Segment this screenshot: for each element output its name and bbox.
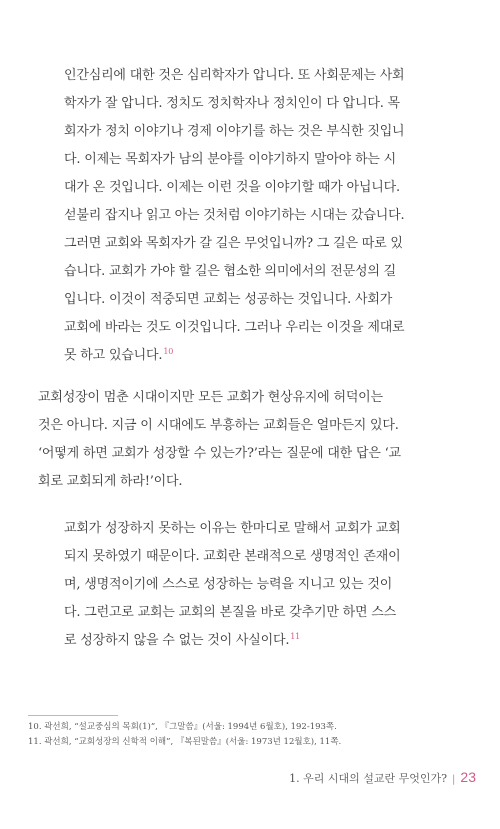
footnote-10: 10. 곽선희, “설교중심의 목회(1)”, 『그말씀』(서울: 1994년 6월호), 192-193쪽. — [28, 722, 337, 732]
block-quote-2 — [64, 515, 400, 655]
footnote-ref-10: 10 — [163, 346, 174, 356]
block-quote-1 — [64, 62, 404, 370]
body-line: ‘어떻게 하면 교회가 성장할 수 있는가?’라는 질문에 대한 답은 ‘교 — [38, 446, 401, 461]
quote-1-line: 섣불리 잡지나 읽고 아는 것처럼 이야기하는 시대는 갔습니다. — [64, 208, 405, 223]
quote-2-last-text: 로 성장하지 않을 수 없는 것이 사실이다. — [64, 633, 290, 648]
quote-2-line: 다. 그런고로 교회는 교회의 본질을 바로 갖추기만 하면 스스 — [64, 605, 396, 620]
body-line: 것은 아니다. 지금 이 시대에도 부흥하는 교회들은 얼마든지 있다. — [38, 418, 399, 433]
running-footer — [289, 769, 476, 786]
footnote-11: 11. 곽선희, “교회성장의 신학적 이해”, 『복된말씀』(서울: 1973년 12월호), 11쪽. — [28, 737, 342, 747]
quote-1-line: 교회에 바라는 것도 이것입니다. 그러나 우리는 이것을 제대로 — [64, 320, 405, 335]
footnote-ref-11: 11 — [290, 631, 301, 641]
quote-1-line: 다. 이제는 목회자가 남의 분야를 이야기하지 말아야 하는 시 — [64, 152, 396, 167]
quote-1-line: 학자가 잘 압니다. 정치도 정치학자나 정치인이 다 압니다. 목 — [64, 96, 400, 111]
footnotes — [28, 720, 341, 750]
quote-1-line: 인간심리에 대한 것은 심리학자가 압니다. 또 사회문제는 사회 — [64, 68, 405, 83]
quote-1-line: 입니다. 이것이 적중되면 교회는 성공하는 것입니다. 사회가 — [64, 292, 393, 307]
page-number: 23 — [460, 769, 476, 785]
quote-1-line: 그러면 교회와 목회자가 갈 길은 무엇입니까? 그 길은 따로 있 — [64, 236, 403, 251]
quote-1-line — [64, 342, 404, 370]
quote-1-line: 대가 온 것입니다. 이제는 이런 것을 이야기할 때가 아닙니다. — [64, 180, 400, 195]
quote-2-line — [64, 627, 400, 655]
quote-2-line: 교회가 성장하지 못하는 이유는 한마디로 말해서 교회가 교회 — [64, 521, 401, 536]
body-paragraph — [38, 384, 401, 496]
footer-separator: | — [452, 774, 456, 785]
quote-2-line: 되지 못하였기 때문이다. 교회란 본래적으로 생명적인 존재이 — [64, 549, 401, 564]
footnote-divider — [28, 715, 118, 716]
quote-1-last-text: 못 하고 있습니다. — [64, 348, 163, 363]
quote-1-line: 습니다. 교회가 가야 할 길은 협소한 의미에서의 전문성의 길 — [64, 264, 396, 279]
chapter-title: 1. 우리 시대의 설교란 무엇인가? — [289, 772, 448, 785]
quote-2-line: 며, 생명적이기에 스스로 성장하는 능력을 지니고 있는 것이 — [64, 577, 393, 592]
body-line: 회로 교회되게 하라!’이다. — [38, 474, 183, 489]
quote-1-line: 회자가 정치 이야기나 경제 이야기를 하는 것은 부식한 짓입니 — [64, 124, 405, 139]
body-line: 교회성장이 멈춘 시대이지만 모든 교회가 현상유지에 허덕이는 — [38, 390, 383, 405]
